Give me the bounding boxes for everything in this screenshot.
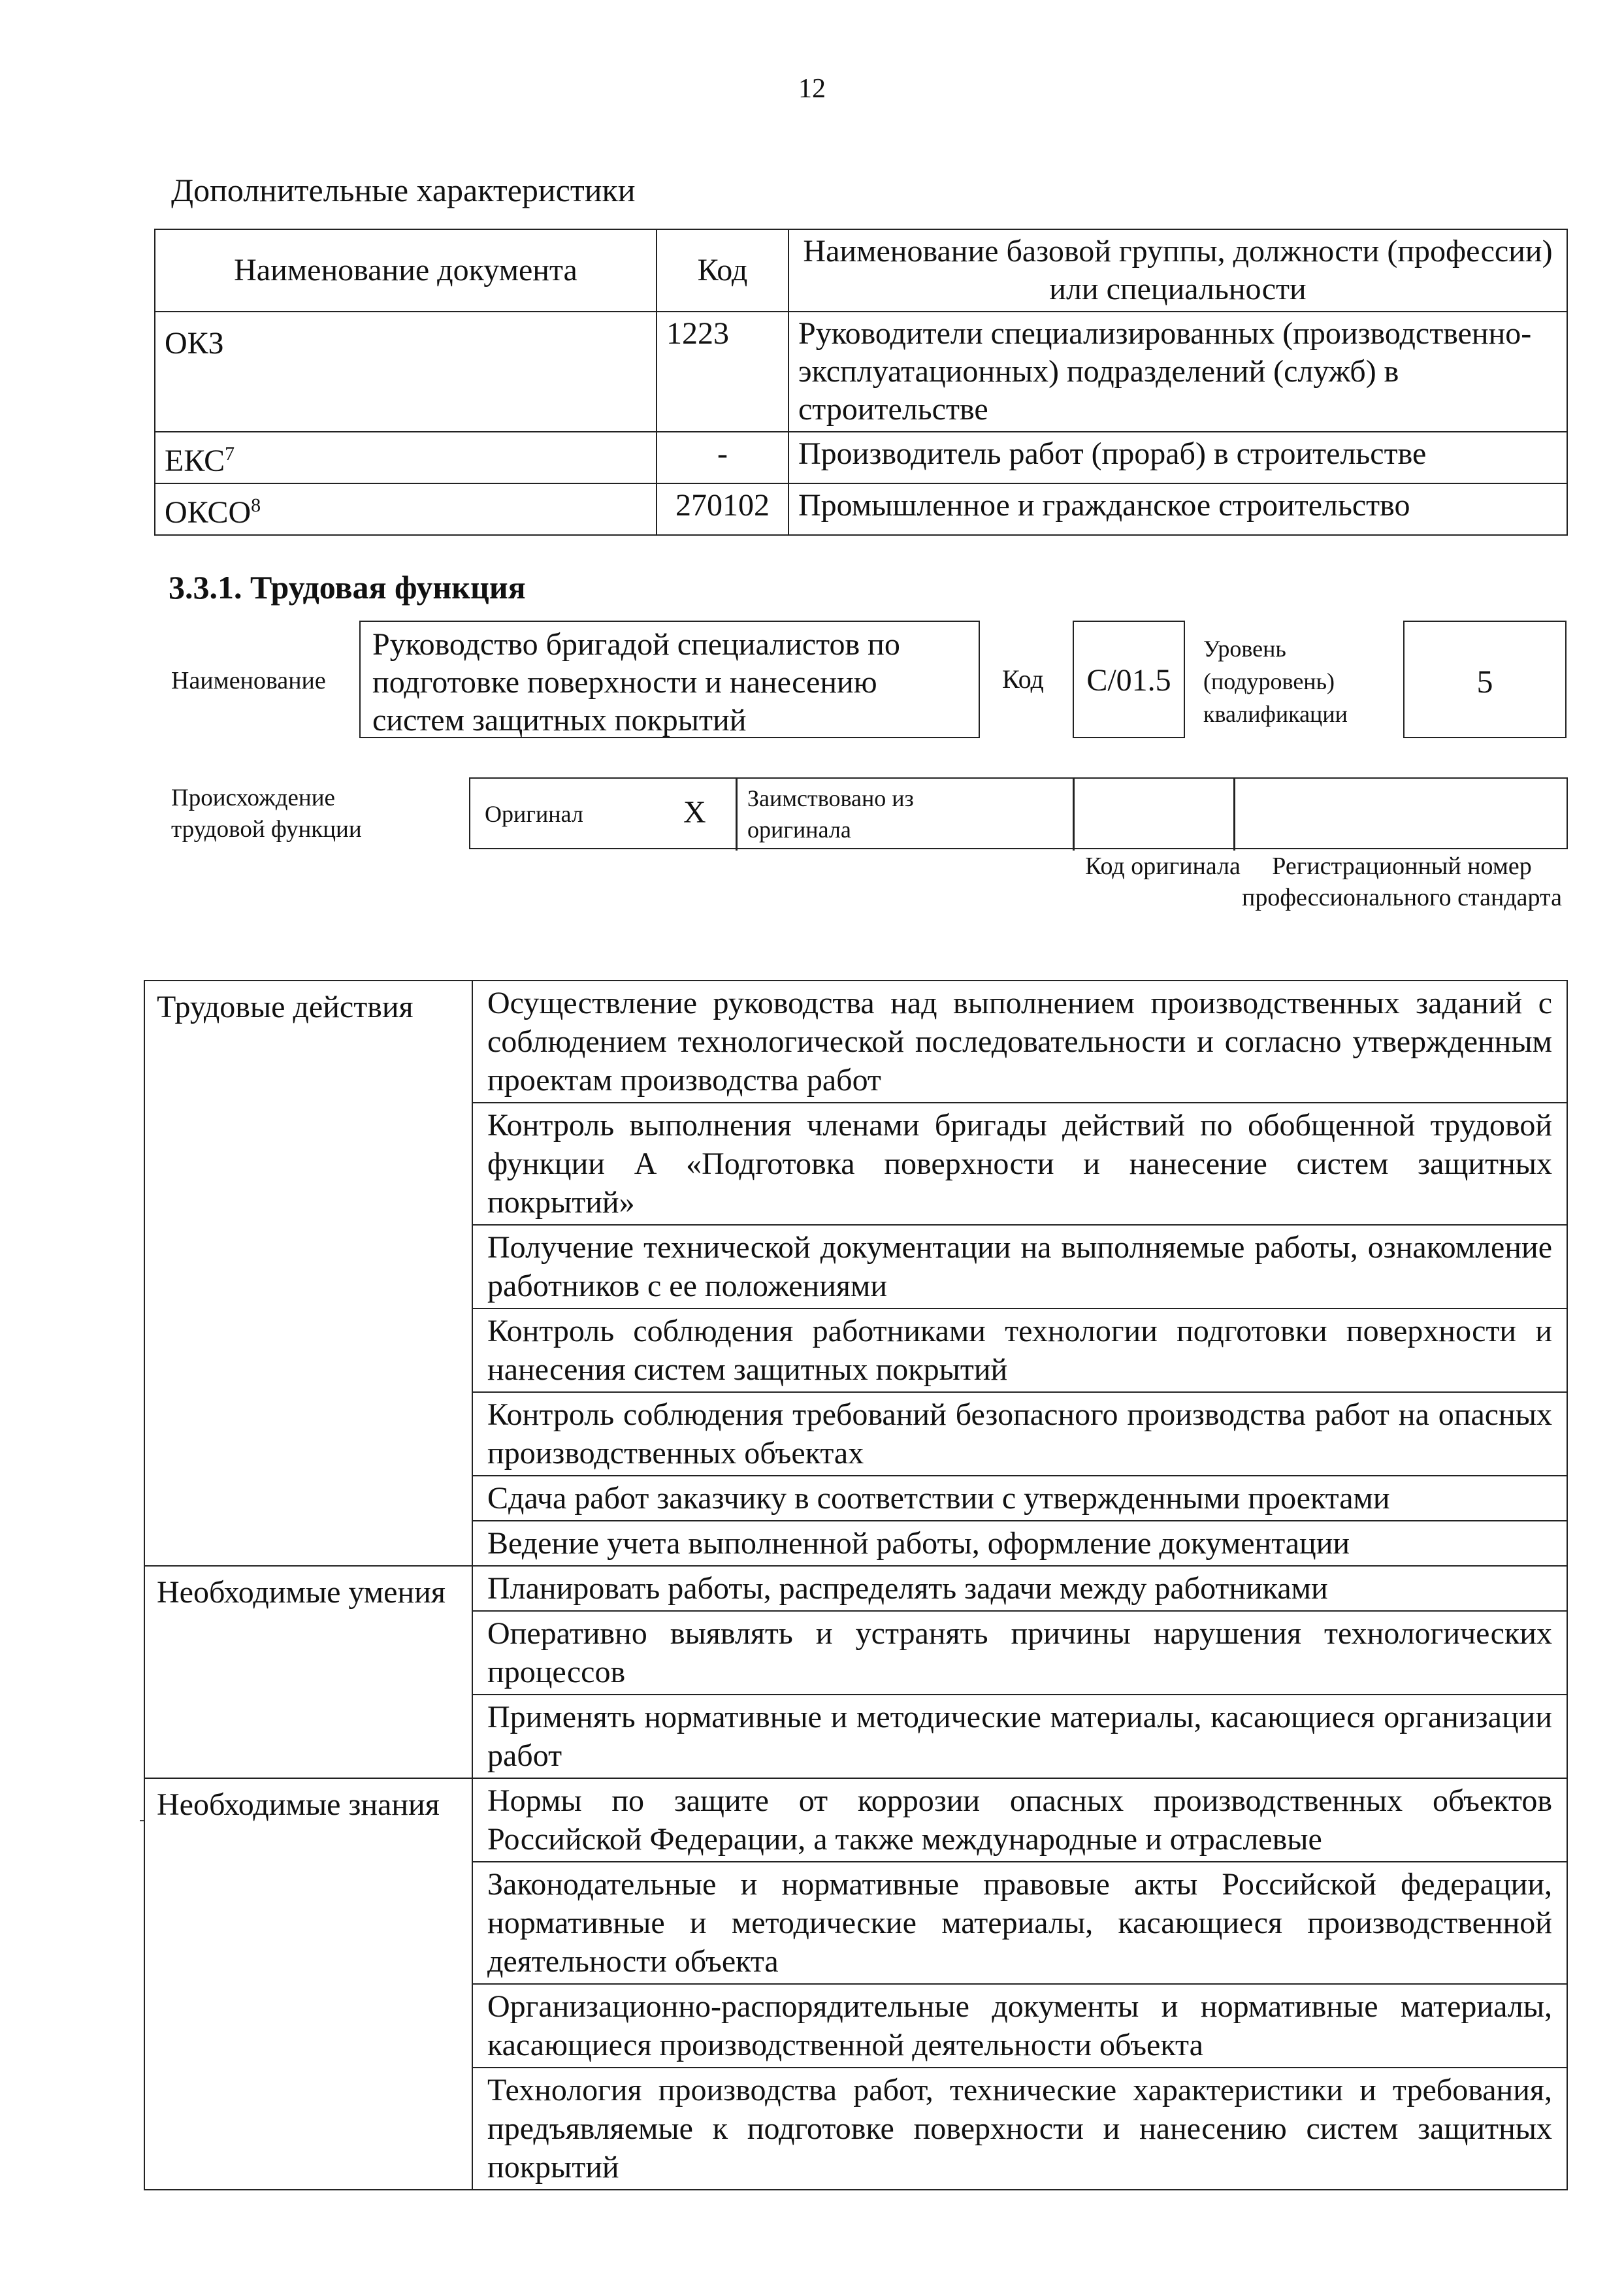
- function-name-value: Руководство бригадой специалистов по подготовке поверхности и нанесению систем защитных покрытий: [372, 627, 900, 738]
- origin-divider: [736, 779, 738, 851]
- code-cell: 1223: [657, 312, 788, 432]
- doc-name-cell: ОКЗ: [155, 312, 657, 432]
- doc-name-cell: ЕКС$^7$: [155, 432, 657, 483]
- additional-characteristics-table: [154, 229, 1568, 536]
- table-row: [155, 432, 1567, 483]
- original-code-caption: Код оригинала: [1085, 853, 1241, 880]
- scan-mark: [140, 1820, 144, 1821]
- group-name-cell: Промышленное и гражданское строительство: [788, 483, 1567, 535]
- header-code: Код: [657, 229, 788, 312]
- table-row: [155, 483, 1567, 535]
- list-item: Организационно-распорядительные документы и нормативные материалы, касающиеся производственной деятельности объекта: [472, 1984, 1567, 2068]
- origin-divider: [1233, 779, 1235, 851]
- doc-name-cell: ОКСО$^8$: [155, 483, 657, 535]
- labor-function-heading: 3.3.1. Трудовая функция: [169, 569, 526, 606]
- function-code-label: Код: [1002, 664, 1044, 694]
- header-doc-name: Наименование документа: [155, 229, 657, 312]
- table-row: [144, 1566, 1567, 1611]
- function-name-label: Наименование: [171, 667, 326, 694]
- knowledge-label: Необходимые знания: [144, 1778, 472, 2190]
- list-item: Контроль соблюдения требований безопасного производства работ на опасных производственных объектах: [472, 1392, 1567, 1476]
- table-row: [144, 1778, 1567, 1862]
- function-code-value: C/01.5: [1086, 663, 1171, 698]
- list-item: Нормы по защите от коррозии опасных производственных объектов Российской Федерации, а также международные и отраслевые: [472, 1778, 1567, 1862]
- skills-label: Необходимые умения: [144, 1566, 472, 1778]
- function-code-box: [1073, 621, 1185, 738]
- actions-label: Трудовые действия: [144, 981, 472, 1566]
- page-number: 12: [798, 74, 826, 104]
- origin-borrowed-label: Заимствовано из оригинала: [747, 785, 914, 843]
- function-name-box: [359, 621, 980, 738]
- list-item: Ведение учета выполненной работы, оформление документации: [472, 1521, 1567, 1566]
- qualification-level-value: 5: [1476, 663, 1493, 700]
- list-item: Осуществление руководства над выполнением производственных заданий с соблюдением технологической последовательности и согласно утвержденным проектам производства работ: [472, 981, 1567, 1103]
- table-header-row: [155, 229, 1567, 312]
- list-item: Законодательные и нормативные правовые акты Российской федерации, нормативные и методические материалы, касающиеся производственной деятельности объекта: [472, 1862, 1567, 1984]
- list-item: Получение технической документации на выполняемые работы, ознакомление работников с ее положениями: [472, 1225, 1567, 1308]
- qualification-level-box: [1403, 621, 1567, 738]
- code-cell: 270102: [657, 483, 788, 535]
- list-item: Оперативно выявлять и устранять причины нарушения технологических процессов: [472, 1611, 1567, 1695]
- code-cell: -: [657, 432, 788, 483]
- list-item: Применять нормативные и методические материалы, касающиеся организации работ: [472, 1695, 1567, 1778]
- list-item: Контроль соблюдения работниками технологии подготовки поверхности и нанесения систем защитных покрытий: [472, 1308, 1567, 1392]
- origin-label: Происхождение трудовой функции: [171, 785, 362, 843]
- list-item: Сдача работ заказчику в соответствии с утвержденными проектами: [472, 1476, 1567, 1521]
- labor-function-table: [144, 980, 1568, 2190]
- origin-original-label: Оригинал: [485, 801, 583, 827]
- list-item: Технология производства работ, технические характеристики и требования, предъявляемые к подготовке поверхности и нанесению систем защитных покрытий: [472, 2068, 1567, 2190]
- qualification-level-label: Уровень (подуровень) квалификации: [1203, 636, 1348, 727]
- origin-mark: X: [683, 795, 706, 830]
- group-name-cell: Руководители специализированных (производственно-эксплуатационных) подразделений (служб) в строительстве: [788, 312, 1567, 432]
- table-row: [155, 312, 1567, 432]
- list-item: Планировать работы, распределять задачи между работниками: [472, 1566, 1567, 1611]
- origin-divider: [1073, 779, 1075, 851]
- reg-number-caption: Регистрационный номер профессионального стандарта: [1242, 853, 1562, 911]
- table-row: [144, 981, 1567, 1103]
- additional-characteristics-caption: Дополнительные характеристики: [171, 172, 636, 208]
- group-name-cell: Производитель работ (прораб) в строительстве: [788, 432, 1567, 483]
- list-item: Контроль выполнения членами бригады действий по обобщенной трудовой функции А «Подготовка поверхности и нанесение систем защитных покрытий»: [472, 1103, 1567, 1225]
- header-group-name: Наименование базовой группы, должности (профессии) или специальности: [788, 229, 1567, 312]
- origin-box: [469, 777, 1568, 849]
